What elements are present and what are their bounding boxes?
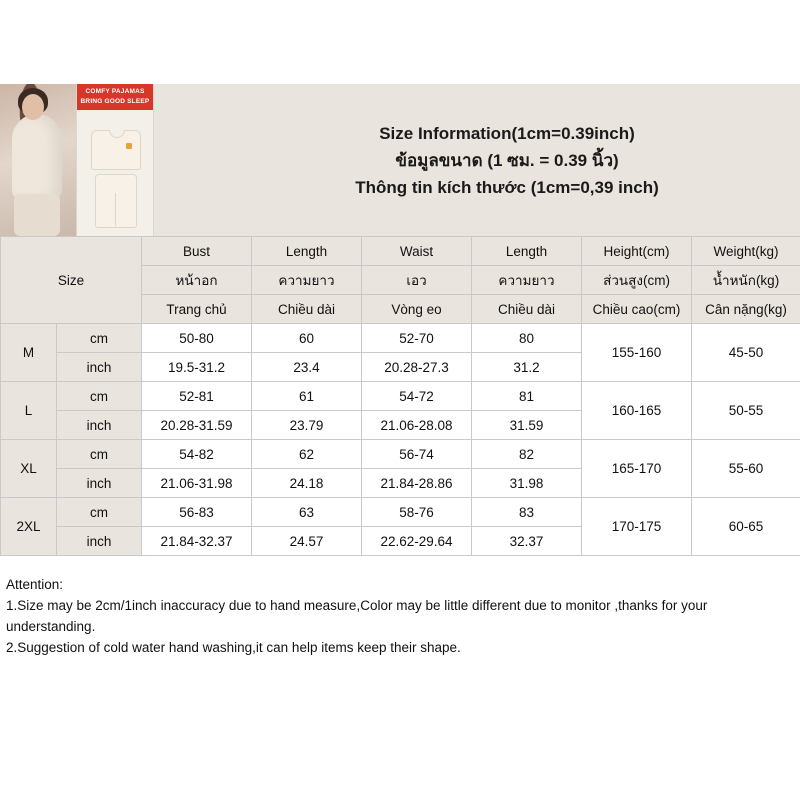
promo-banner-line-2: BRING GOOD SLEEP [80, 98, 150, 105]
unit-cm-2xl: cm [57, 498, 142, 527]
m-cm-waist: 52-70 [362, 324, 472, 353]
header-band [0, 84, 800, 236]
xl-inch-bust: 21.06-31.98 [142, 469, 252, 498]
size-name-2xl: 2XL [1, 498, 57, 556]
m-cm-bust: 50-80 [142, 324, 252, 353]
l-cm-waist: 54-72 [362, 382, 472, 411]
col-header-waist-vi: Vòng eo [362, 295, 472, 324]
attention-line-1: 1.Size may be 2cm/1inch inaccuracy due to hand measure,Color may be little different due to monitor ,thanks for your [6, 598, 708, 613]
promo-banner [77, 84, 153, 110]
size-table [0, 236, 800, 556]
col-header-bust-en: Bust [142, 237, 252, 266]
col-header-length2-en: Length [472, 237, 582, 266]
xxl-cm-waist: 58-76 [362, 498, 472, 527]
xl-cm-waist: 56-74 [362, 440, 472, 469]
table-row [1, 440, 800, 469]
col-header-length2-vi: Chiều dài [472, 295, 582, 324]
xxl-cm-length1: 63 [252, 498, 362, 527]
xl-height: 165-170 [582, 440, 692, 498]
size-name-m: M [1, 324, 57, 382]
m-height: 155-160 [582, 324, 692, 382]
l-inch-waist: 21.06-28.08 [362, 411, 472, 440]
col-header-length1-en: Length [252, 237, 362, 266]
l-cm-bust: 52-81 [142, 382, 252, 411]
garment-pants-icon [95, 174, 137, 228]
m-inch-length1: 23.4 [252, 353, 362, 382]
xxl-weight: 60-65 [692, 498, 800, 556]
l-inch-bust: 20.28-31.59 [142, 411, 252, 440]
m-cm-length2: 80 [472, 324, 582, 353]
garment-pocket-icon [126, 143, 132, 149]
l-weight: 50-55 [692, 382, 800, 440]
table-row [1, 498, 800, 527]
table-row [1, 382, 800, 411]
m-inch-bust: 19.5-31.2 [142, 353, 252, 382]
col-header-height-th: ส่วนสูง(cm) [582, 266, 692, 295]
l-inch-length1: 23.79 [252, 411, 362, 440]
col-header-waist-th: เอว [362, 266, 472, 295]
col-header-length2-th: ความยาว [472, 266, 582, 295]
xl-inch-length2: 31.98 [472, 469, 582, 498]
xl-cm-length2: 82 [472, 440, 582, 469]
xl-inch-waist: 21.84-28.86 [362, 469, 472, 498]
title-english: Size Information(1cm=0.39inch) [379, 123, 635, 143]
product-photo [76, 84, 154, 236]
model-photo [0, 84, 76, 236]
l-inch-length2: 31.59 [472, 411, 582, 440]
xxl-cm-length2: 83 [472, 498, 582, 527]
unit-inch-l: inch [57, 411, 142, 440]
xl-inch-length1: 24.18 [252, 469, 362, 498]
size-name-xl: XL [1, 440, 57, 498]
table-header-row-en [1, 237, 800, 266]
xxl-inch-length2: 32.37 [472, 527, 582, 556]
promo-banner-line-1: COMFY PAJAMAS [85, 88, 145, 95]
attention-heading: Attention: [6, 577, 64, 592]
m-cm-length1: 60 [252, 324, 362, 353]
unit-cm-m: cm [57, 324, 142, 353]
m-inch-waist: 20.28-27.3 [362, 353, 472, 382]
col-header-height-en: Height(cm) [582, 237, 692, 266]
unit-inch-xl: inch [57, 469, 142, 498]
col-header-bust-th: หน้าอก [142, 266, 252, 295]
col-header-length1-vi: Chiều dài [252, 295, 362, 324]
unit-inch-m: inch [57, 353, 142, 382]
size-header-cell: Size [1, 237, 142, 324]
unit-inch-2xl: inch [57, 527, 142, 556]
attention-line-2: understanding. [6, 619, 96, 634]
l-height: 160-165 [582, 382, 692, 440]
attention-block [0, 570, 800, 658]
col-header-length1-th: ความยาว [252, 266, 362, 295]
col-header-bust-vi: Trang chủ [142, 295, 252, 324]
col-header-weight-en: Weight(kg) [692, 237, 800, 266]
model-pants [14, 194, 60, 236]
col-header-weight-vi: Cân nặng(kg) [692, 295, 800, 324]
xxl-cm-bust: 56-83 [142, 498, 252, 527]
size-name-l: L [1, 382, 57, 440]
col-header-weight-th: น้ำหนัก(kg) [692, 266, 800, 295]
unit-cm-l: cm [57, 382, 142, 411]
xxl-inch-waist: 22.62-29.64 [362, 527, 472, 556]
garment-top-icon [91, 130, 141, 170]
xl-cm-length1: 62 [252, 440, 362, 469]
unit-cm-xl: cm [57, 440, 142, 469]
model-top [12, 114, 62, 200]
l-cm-length2: 81 [472, 382, 582, 411]
table-row [1, 324, 800, 353]
attention-line-3: 2.Suggestion of cold water hand washing,it can help items keep their shape. [6, 640, 461, 655]
xxl-height: 170-175 [582, 498, 692, 556]
title-vietnamese: Thông tin kích thước (1cm=0,39 inch) [355, 177, 659, 197]
m-weight: 45-50 [692, 324, 800, 382]
xxl-inch-length1: 24.57 [252, 527, 362, 556]
title-block [154, 84, 800, 236]
xl-weight: 55-60 [692, 440, 800, 498]
xxl-inch-bust: 21.84-32.37 [142, 527, 252, 556]
xl-cm-bust: 54-82 [142, 440, 252, 469]
l-cm-length1: 61 [252, 382, 362, 411]
col-header-waist-en: Waist [362, 237, 472, 266]
col-header-height-vi: Chiều cao(cm) [582, 295, 692, 324]
title-thai: ข้อมูลขนาด (1 ซม. = 0.39 นิ้ว) [395, 150, 619, 170]
m-inch-length2: 31.2 [472, 353, 582, 382]
model-head [22, 94, 44, 120]
